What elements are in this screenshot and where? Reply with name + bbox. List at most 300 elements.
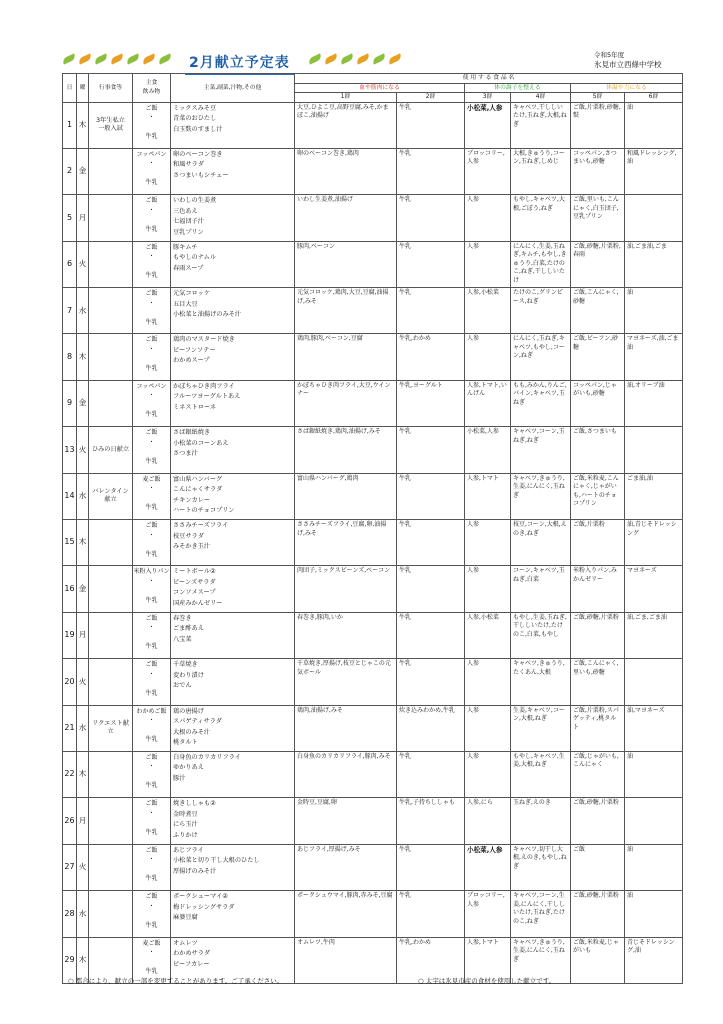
dishes-cell [171,891,295,937]
weekday-cell: 金 [77,148,89,194]
col-staple [133,74,171,103]
school-name: 氷見市立西條中学校 [594,60,662,69]
ingredients-g3: ブロッコリー,人参 [465,148,511,194]
dishes-cell [171,612,295,658]
ingredients-g4: キャベツ,コーン,生姜,にんにく,干ししいたけ,玉ねぎ,たけのこ,ねぎ [511,891,571,937]
staple-item: ・ [148,392,155,400]
ingredients-g2: 牛乳 [397,195,465,241]
dishes-cell [171,659,295,705]
leaf-icon [93,53,108,64]
staple-cell [133,148,171,194]
dish-item: 麻婆豆腐 [173,914,198,922]
dish-item: ごま酢あえ [173,625,204,633]
dishes-cell [171,334,295,380]
table-row [63,195,683,241]
ingredients-g4: にんにく,玉ねぎ,キャベツ,もやし,コーン,ねぎ [511,334,571,380]
event-cell [89,334,133,380]
staple-cell [133,891,171,937]
dish-item: こんにゃくサラダ [173,486,223,494]
staple-item: 牛乳 [145,364,158,372]
ingredients-g1: いわし生姜煮,油揚げ [295,195,397,241]
ingredients-g2: 牛乳 [397,427,465,473]
dish-item: 豚汁 [173,774,186,782]
table-row [63,241,683,287]
ingredients-g2: 牛乳,わかめ [397,334,465,380]
dishes-cell [171,148,295,194]
ingredients-g3: 人参 [465,566,511,612]
dish-item: かぼちゃひき肉フライ [173,382,235,390]
dish-item: 国産みかんゼリー [173,599,223,607]
dish-item: 枝豆サラダ [173,532,204,540]
ingredients-g4: キャベツ,切干し大根,えのき,もやし,ねぎ [511,844,571,890]
day-cell: 16 [63,566,77,612]
event-cell [89,195,133,241]
table-row [63,427,683,473]
ingredients-g2: 牛乳 [397,241,465,287]
table-row [63,891,683,937]
dish-item: ふりかけ [173,831,198,839]
ingredients-g6 [625,195,683,241]
menu-table [62,73,683,984]
col-day: 日 [63,74,77,103]
ingredients-g6: 油,オリーブ油 [625,380,683,426]
staple-cell [133,195,171,241]
weekday-cell: 火 [77,844,89,890]
ingredients-g2: 牛乳 [397,844,465,890]
ingredients-g6: 油 [625,751,683,797]
dish-item: 厚揚げのみそ汁 [173,867,217,875]
dish-item: 小松菜と切り干し大根のひたし [173,857,260,865]
event-cell [89,891,133,937]
staple-cell [133,844,171,890]
ingredients-g5: 米粉入りパン,みかんゼリー [571,566,625,612]
day-cell: 15 [63,520,77,566]
dish-item: フルーツヨーグルトあえ [173,393,241,401]
ingredients-g1: あじフライ,厚揚げ,みそ [295,844,397,890]
ingredients-g3: 人参,にら [465,798,511,844]
ingredients-g4: たけのこ,グリンピース,ねぎ [511,288,571,334]
ingredients-g4: キャベツ,きゅうり,生姜,にんにく,玉ねぎ [511,473,571,519]
staple-item: 牛乳 [145,643,158,651]
dish-item: 変わり漬け [173,671,204,679]
weekday-cell: 金 [77,380,89,426]
dish-item: 金時煮豆 [173,810,198,818]
dish-item: 桃タルト [173,739,198,747]
staple-item: ・ [148,577,155,585]
staple-item: 牛乳 [145,225,158,233]
era-label: 令和5年度 [594,51,625,59]
ingredients-g5: ご飯,じゃがいも,こんにゃく [571,751,625,797]
ingredients-g6: 油,ごま油,ごま [625,241,683,287]
ingredients-g3: 人参 [465,520,511,566]
day-cell: 19 [63,612,77,658]
staple-cell [133,612,171,658]
ingredients-g5: コッペパン,じゃがいも,砂糖 [571,380,625,426]
col-g4: 4群 [511,93,571,103]
day-cell: 2 [63,148,77,194]
dish-item: 春巻き [173,614,192,622]
ingredients-g4: もやし,生姜,玉ねぎ,干ししいたけ,たけのこ,白菜,もやし [511,612,571,658]
leaf-icon [355,53,370,64]
ingredients-g1: 白身魚のカリカリフライ,豚肉,みそ [295,751,397,797]
dish-item: ささみチーズフライ [173,522,229,530]
staple-item: ・ [148,206,155,214]
staple-item [133,541,170,551]
ingredients-g2: 牛乳 [397,102,465,148]
dish-item: 豚キムチ [173,243,198,251]
ingredients-g5: ご飯,ビーフン,砂糖 [571,334,625,380]
ingredients-g4: もやし,キャベツ,大根,ごぼう,ねぎ [511,195,571,241]
ingredients-g1: かぼちゃひき肉フライ,大豆,ウインナー [295,380,397,426]
staple-item [133,959,170,969]
ingredients-g5: ご飯,米粒麦,じゃがいも [571,937,625,983]
day-cell: 13 [63,427,77,473]
ingredients-g4: 生姜,キャベツ,コーン,大根,ねぎ [511,705,571,751]
staple-item: ご飯 [145,893,158,901]
staple-item [133,216,170,226]
dish-item: さつまいもシチュー [173,171,229,179]
ingredients-g4: 玉ねぎ,えのき [511,798,571,844]
staple-item [133,448,170,458]
day-cell: 20 [63,659,77,705]
ingredients-g5: ご飯,里いも,こんにゃく,白玉団子,豆乳プリン [571,195,625,241]
staple-item [133,355,170,365]
table-row [63,798,683,844]
menu-body [63,102,683,983]
dishes-cell [171,473,295,519]
ingredients-g3: 人参,トマト [465,473,511,519]
ingredients-g6: 油 [625,891,683,937]
weekday-cell: 木 [77,937,89,983]
staple-item: 牛乳 [145,133,158,140]
dish-item: コンソメスープ [173,589,216,597]
ingredients-g1: さば銀紙焼き,鶏肉,油揚げ,みそ [295,427,397,473]
ingredients-g6: 油 [625,844,683,890]
day-cell: 7 [63,288,77,334]
weekday-cell: 木 [77,334,89,380]
ingredients-g3: 人参,小松菜 [465,288,511,334]
table-row [63,473,683,519]
weekday-cell: 水 [77,891,89,937]
ingredients-g6: 油,マヨネーズ [625,705,683,751]
col-staple-label: 主食 飲み物 [142,80,161,95]
staple-cell [133,334,171,380]
day-cell: 28 [63,891,77,937]
leaf-icon [77,53,92,64]
staple-item: ご飯 [145,661,158,669]
staple-item: ・ [148,856,155,864]
dishes-cell [171,427,295,473]
event-cell: ひみの日献立 [89,427,133,473]
dish-item: チキンカレー [173,496,211,504]
staple-item: コッペパン [136,382,167,390]
staple-cell [133,520,171,566]
table-row [63,566,683,612]
weekday-cell: 月 [77,612,89,658]
dish-item: いわしの生姜煮 [173,197,217,205]
weekday-cell: 月 [77,195,89,241]
day-cell: 5 [63,195,77,241]
table-row [63,102,683,148]
staple-item: 牛乳 [145,921,158,929]
header-decoration [60,36,680,76]
staple-cell [133,473,171,519]
staple-item: ・ [148,949,155,957]
staple-item [133,680,170,690]
col-g5: 5群 [571,93,625,103]
staple-item: 牛乳 [145,550,158,558]
col-event: 行事食等 [89,74,133,103]
staple-item: ・ [148,717,155,725]
ingredients-g3: 人参 [465,659,511,705]
staple-item: ・ [148,299,155,307]
day-cell: 27 [63,844,77,890]
day-cell: 8 [63,334,77,380]
ingredients-g3: 小松菜,人参 [465,427,511,473]
leaf-icon [61,53,76,64]
weekday-cell: 水 [77,288,89,334]
ingredients-g4: キャベツ,コーン,玉ねぎ,ねぎ [511,427,571,473]
ingredients-g1: 鶏肉,油揚げ,みそ [295,705,397,751]
dish-item: 青菜のおひたし [173,115,217,122]
ingredients-g5: ご飯,こんにゃく,砂糖 [571,288,625,334]
staple-item: ・ [148,809,155,817]
staple-item: ご飯 [145,614,158,622]
day-cell: 14 [63,473,77,519]
dish-item: ゆかりあえ [173,764,204,772]
staple-item: ご飯 [145,104,158,112]
dish-item: もやしのナムル [173,254,217,262]
staple-item: ご飯 [145,290,158,298]
ingredients-g6: 油,ごま,ごま油 [625,612,683,658]
dish-item: 白身魚のカリカリフライ [173,753,241,761]
staple-cell [133,798,171,844]
event-cell: 3年生私立 一般入試 [89,102,133,148]
ingredients-g2: 牛乳 [397,891,465,937]
ingredients-g4: コーン,キャベツ,玉ねぎ,白菜 [511,566,571,612]
ingredients-g4: 枝豆,コーン,大根,えのき,ねぎ [511,520,571,566]
ingredients-g5: ご飯,さつまいも [571,427,625,473]
ingredients-g2: 牛乳,わかめ [397,937,465,983]
ingredients-g5: コッペパン,さつまいも,砂糖 [571,148,625,194]
staple-item [133,819,170,829]
ingredients-g3: ブロッコリー,人参 [465,891,511,937]
ingredients-g3: 小松菜,人参 [465,844,511,890]
ingredients-g6: 和風ドレッシング,油 [625,148,683,194]
ingredients-g1: 千草焼き,厚揚げ,枝豆とじゃこの元気ボール [295,659,397,705]
col-foods: 使 用 す る 食 品 名 [295,74,683,84]
ingredients-g2: 牛乳,ヨーグルト [397,380,465,426]
ingredients-g1: 大豆,ひよこ豆,高野豆腐,みそ,かまぼこ,油揚げ [295,102,397,148]
weekday-cell: 水 [77,473,89,519]
staple-item: ・ [148,902,155,910]
ingredients-g6: 油,青じそドレッシング [625,520,683,566]
col-dishes: 主菜,副菜,汁物,その他 [171,74,295,103]
dish-item: 豆乳プリン [173,228,204,236]
weekday-cell: 火 [77,241,89,287]
dish-item: 富山県ハンバーグ [173,475,223,483]
dish-item: わかめサラダ [173,950,211,958]
weekday-cell: 木 [77,520,89,566]
dish-item: 千草焼き [173,661,198,669]
dishes-cell [171,288,295,334]
staple-item: ・ [148,624,155,632]
group-yellow: 体温や力になる [571,83,683,93]
ingredients-g2: 牛乳 [397,148,465,194]
ingredients-g4: にんにく,生姜,玉ねぎ,キムチ,もやし,きゅうり,白菜,たけのこ,ねぎ,干ししいたけ [511,241,571,287]
dish-item: ポークシューマイ② [173,893,228,901]
staple-item [133,402,170,412]
ingredients-g1: 豚肉,ベーコン [295,241,397,287]
dishes-cell [171,844,295,890]
ingredients-g5: ご飯,片栗粉,スパゲッティ,桃タルト [571,705,625,751]
ingredients-g6: ごま油,油 [625,473,683,519]
dish-item: ミックスみそ豆 [173,104,217,112]
ingredients-g1: 鶏肉,豚肉,ベーコン,豆腐 [295,334,397,380]
dish-item: 小松菜のコーンあえ [173,439,229,447]
dish-item: 三色あえ [173,207,198,215]
staple-item [133,634,170,644]
staple-item [133,495,170,505]
table-row [63,148,683,194]
dish-item: ビーフカレー [173,960,210,968]
staple-item [133,587,170,597]
event-cell [89,659,133,705]
footer-note-right: ○ 太字は氷見市産の食材を使用した献立です。 [418,977,556,985]
col-g6: 6群 [625,93,683,103]
staple-item [133,727,170,737]
leaf-icon [125,53,140,64]
group-red: 血や筋肉になる [295,83,465,93]
ingredients-g3: 人参,トマト,いんげん [465,380,511,426]
staple-item: コッペパン [136,150,167,158]
dish-item: ミネストローネ [173,403,217,411]
ingredients-g5: ご飯,こんにゃく,里いも,砂糖 [571,659,625,705]
table-row [63,288,683,334]
day-cell: 29 [63,937,77,983]
staple-item: 牛乳 [145,689,158,697]
ingredients-g1: 富山県ハンバーグ,鶏肉 [295,473,397,519]
dish-item: わかめスープ [173,357,210,365]
leaf-icon [387,53,402,64]
ingredients-g1: 肉団子,ミックスビーンズ,ベーコン [295,566,397,612]
ingredients-g5: ご飯,米粒麦,こんにゃく,じゃがいも,ハートのチョコプリン [571,473,625,519]
dish-item: 卵のベーコン巻き [173,150,223,158]
ingredients-g1: ポークシュウマイ,豚肉,赤みそ,豆腐 [295,891,397,937]
ingredients-g1: オムレツ,牛肉 [295,937,397,983]
dish-item: 七福団子汁 [173,218,204,226]
dishes-cell [171,195,295,241]
ingredients-g4: もも,みかん,りんご,パイン,キャベツ,玉ねぎ [511,380,571,426]
staple-item: 牛乳 [145,457,158,465]
dish-item: 五目大豆 [173,300,198,308]
staple-item [133,309,170,319]
ingredients-g5: ご飯,砂糖,片栗粉,春雨 [571,241,625,287]
staple-cell [133,241,171,287]
table-row [63,751,683,797]
event-cell: バレンタイン 献立 [89,473,133,519]
dish-item: 小松菜と油揚げのみそ汁 [173,311,242,319]
staple-item [133,912,170,922]
staple-item: 牛乳 [145,596,158,604]
table-row [63,844,683,890]
dish-item: おでん [173,682,192,690]
staple-item: 牛乳 [145,272,158,280]
dish-item: 春雨スープ [173,264,204,272]
col-g1: 1群 [295,93,397,103]
ingredients-g5: ご飯,片栗粉 [571,520,625,566]
dish-item: スパゲティサラダ [173,718,222,726]
dishes-cell [171,241,295,287]
day-cell: 21 [63,705,77,751]
dish-item: みそかき玉汁 [173,543,211,551]
dish-item: ミートボール② [173,568,216,576]
event-cell [89,520,133,566]
ingredients-g2: 牛乳 [397,751,465,797]
day-cell: 6 [63,241,77,287]
dishes-cell [171,798,295,844]
table-row [63,520,683,566]
ingredients-g1: 卵のベーコン巻き,鶏肉 [295,148,397,194]
ingredients-g6: マヨネーズ,油,ごま油 [625,334,683,380]
ingredients-g2: 牛乳 [397,520,465,566]
event-cell [89,798,133,844]
ingredients-g5: ご飯,砂糖,片栗粉 [571,891,625,937]
ingredients-g4: キャベツ,きゅうり,生姜,にんにく,玉ねぎ [511,937,571,983]
event-cell [89,566,133,612]
group-green: 体の調子を整える [465,83,571,93]
table-row [63,612,683,658]
staple-item: ・ [148,438,155,446]
page-title: 2月献立予定表 [185,52,294,75]
dish-item: 大根のみそ汁 [173,728,211,736]
ingredients-g3: 人参,トマト [465,937,511,983]
leaf-icon [323,53,338,64]
staple-cell [133,659,171,705]
staple-item: 牛乳 [145,504,158,512]
dish-item: ビーフンソテー [173,346,216,354]
staple-cell [133,705,171,751]
weekday-cell: 木 [77,102,89,148]
ingredients-g6: 油 [625,288,683,334]
ingredients-g4: キャベツ,干ししいたけ,玉ねぎ,大根,ねぎ [511,102,571,148]
dish-item: 鶏肉のマスタード焼き [173,336,235,344]
staple-item: ・ [148,763,155,771]
staple-item: 麦ご飯 [142,475,161,483]
weekday-cell: 水 [77,705,89,751]
staple-cell [133,380,171,426]
weekday-cell: 火 [77,427,89,473]
ingredients-g3: 人参 [465,705,511,751]
staple-item: 麦ご飯 [142,939,161,947]
staple-item: ご飯 [145,800,158,808]
staple-item: ・ [148,670,155,678]
event-cell [89,241,133,287]
ingredients-g5: ご飯 [571,844,625,890]
staple-item: 牛乳 [145,968,158,976]
staple-item: 牛乳 [145,318,158,326]
ingredients-g3: 人参 [465,334,511,380]
dishes-cell [171,566,295,612]
staple-item: ご飯 [145,429,158,437]
day-cell: 22 [63,751,77,797]
staple-item: ・ [148,531,155,539]
staple-item: ・ [148,253,155,261]
ingredients-g2: 牛乳 [397,288,465,334]
ingredients-g6 [625,659,683,705]
dish-item: 梅ドレッシングサラダ [173,903,235,911]
ingredients-g6 [625,427,683,473]
